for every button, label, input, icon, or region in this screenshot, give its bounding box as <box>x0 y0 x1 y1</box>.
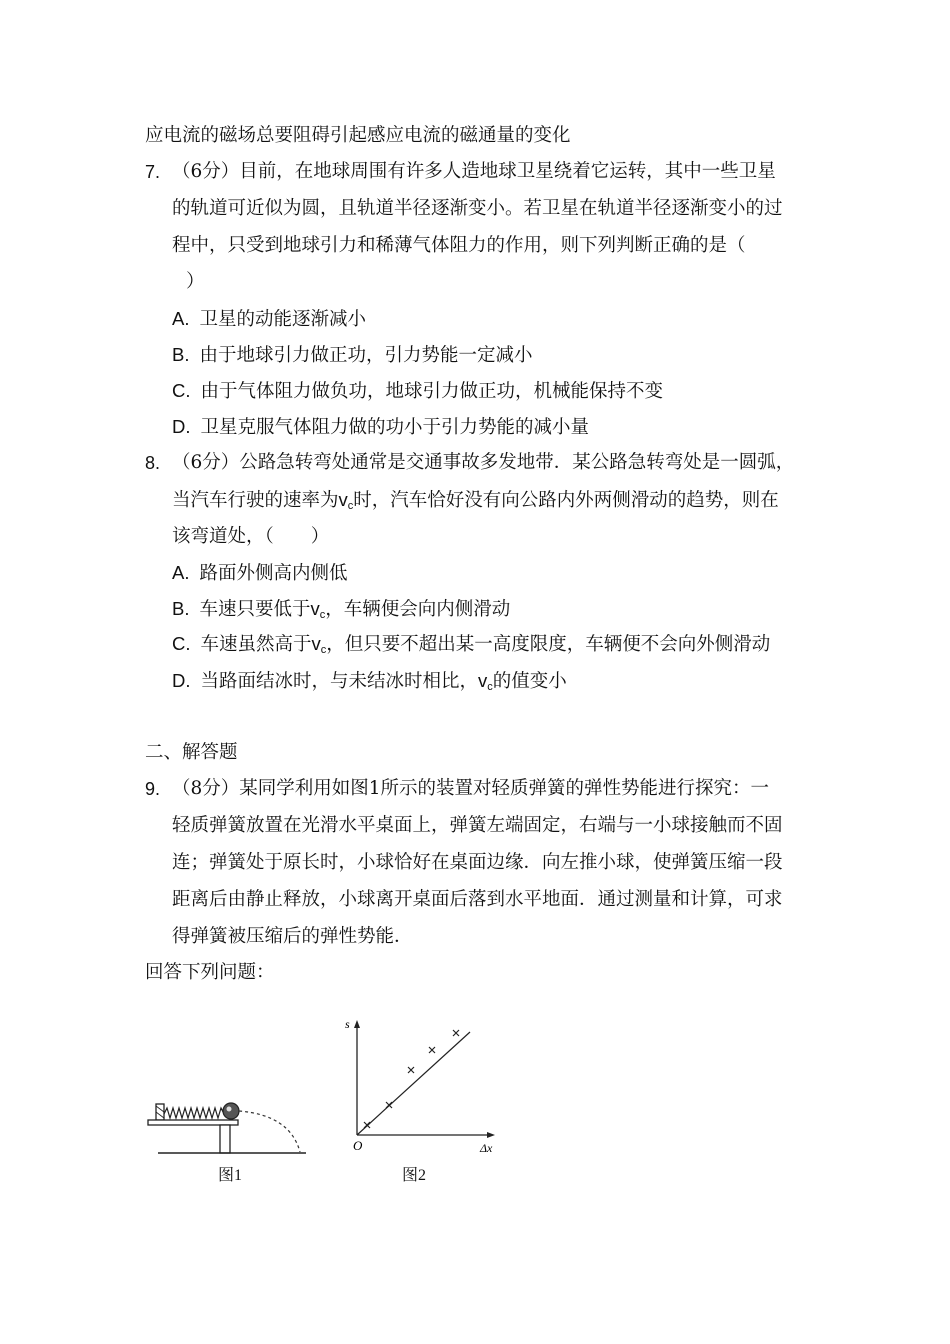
trajectory <box>239 1111 300 1152</box>
q7-option-a-text: 卫星的动能逐渐减小 <box>199 309 366 330</box>
x-axis-label: Δx <box>480 1141 493 1155</box>
q8-line2-part-b: 时，汽车恰好没有向公路内外两侧滑动的趋势，则在 <box>353 490 779 511</box>
lead-continuation: 应电流的磁场总要阻碍引起感应电流的磁通量的变化 <box>145 125 571 146</box>
v-letter: v <box>310 598 320 619</box>
q7-line4: ） <box>186 271 205 292</box>
q9-line1: （8分）某同学利用如图1所示的装置对轻质弹簧的弹性势能进行探究：一 <box>172 778 770 799</box>
q8-option-b-vc <box>311 598 326 619</box>
data-point <box>453 1030 459 1036</box>
figure-1-caption: 图1 <box>218 1167 243 1184</box>
y-axis-arrow <box>354 1020 360 1028</box>
v-letter: v <box>311 633 321 654</box>
c-subscript: c <box>320 644 327 656</box>
q8-option-c-letter: C. <box>172 633 191 654</box>
q8-option-a-letter: A. <box>172 562 190 583</box>
q9-line5: 得弹簧被压缩后的弹性势能． <box>172 926 413 947</box>
data-point <box>364 1122 370 1128</box>
q8-option-c-text-b: ，但只要不超出某一高度限度，车辆便不会向外侧滑动 <box>326 634 771 655</box>
q8-option-c-vc <box>312 633 327 654</box>
ball <box>223 1103 239 1119</box>
origin-label: O <box>353 1138 363 1153</box>
q8-line2-part-a: 当汽车行驶的速率为 <box>172 490 339 511</box>
q8-option-d-letter: D. <box>172 670 191 691</box>
v-letter: v <box>478 670 488 691</box>
q8-line3: 该弯道处，（ ） <box>172 526 330 547</box>
q8-option-b-letter: B. <box>172 598 190 619</box>
table-leg <box>220 1125 230 1153</box>
section-title: 二、解答题 <box>145 742 238 763</box>
q8-option-b-text-a: 车速只要低于 <box>199 599 311 620</box>
c-subscript: c <box>347 500 354 512</box>
data-points <box>364 1030 459 1128</box>
y-axis-label: s <box>345 1018 350 1031</box>
q7-option-d-text: 卫星克服气体阻力做的功小于引力势能的减小量 <box>200 417 590 438</box>
q7-line2: 的轨道可近似为圆，且轨道半径逐渐变小。若卫星在轨道半径逐渐变小的过 <box>172 198 783 219</box>
table-top <box>148 1120 238 1125</box>
q7-option-d <box>172 415 589 440</box>
q7-number: 7. <box>145 162 161 182</box>
q7-option-c <box>172 379 663 404</box>
q7-line3: 程中，只受到地球引力和稀薄气体阻力的作用，则下列判断正确的是（ <box>172 235 746 256</box>
fit-line <box>357 1032 470 1135</box>
q7-option-a <box>172 307 366 332</box>
q7-option-b-letter: B. <box>172 344 190 365</box>
q8-option-d-vc <box>478 670 493 691</box>
q8-option-c <box>172 632 770 662</box>
q7-option-b <box>172 343 533 368</box>
c-subscript: c <box>487 681 493 693</box>
figure-2-graph <box>340 1018 510 1158</box>
q9-number: 9. <box>145 779 161 799</box>
v-letter: v <box>338 489 348 510</box>
q8-option-d-text-b: 的值变小 <box>492 671 567 692</box>
q8-option-b <box>172 597 510 627</box>
q8-vc-symbol <box>339 489 354 510</box>
q8-number: 8. <box>145 453 161 473</box>
q9-line4: 距离后由静止释放，小球离开桌面后落到水平地面．通过测量和计算，可求 <box>172 889 783 910</box>
q9-prompt: 回答下列问题： <box>145 962 275 983</box>
data-point <box>386 1102 392 1108</box>
q8-option-a <box>172 561 348 586</box>
figure-2-caption: 图2 <box>402 1167 427 1184</box>
q8-option-b-text-b: ，车辆便会向内侧滑动 <box>325 599 511 620</box>
q9-line3: 连；弹簧处于原长时，小球恰好在桌面边缘．向左推小球，使弹簧压缩一段 <box>172 852 783 873</box>
q8-option-d-text-a: 当路面结冰时，与未结冰时相比， <box>200 671 479 692</box>
q8-option-c-text-a: 车速虽然高于 <box>200 634 312 655</box>
q8-line2 <box>172 488 779 518</box>
q8-line1: （6分）公路急转弯处通常是交通事故多发地带．某公路急转弯处是一圆弧， <box>172 452 795 473</box>
q8-option-a-text: 路面外侧高内侧低 <box>199 563 348 584</box>
data-point <box>429 1047 435 1053</box>
data-point <box>408 1067 414 1073</box>
q7-option-a-letter: A. <box>172 308 190 329</box>
q7-line1: （6分）目前，在地球周围有许多人造地球卫星绕着它运转，其中一些卫星 <box>172 161 776 182</box>
x-axis-arrow <box>487 1132 495 1138</box>
c-subscript: c <box>319 609 326 621</box>
q7-option-d-letter: D. <box>172 416 191 437</box>
q7-option-c-text: 由于气体阻力做负功，地球引力做正功，机械能保持不变 <box>200 381 664 402</box>
q7-option-c-letter: C. <box>172 380 191 401</box>
spring <box>164 1108 224 1118</box>
q9-line2: 轻质弹簧放置在光滑水平桌面上，弹簧左端固定，右端与一小球接触而不固 <box>172 815 783 836</box>
q8-option-d <box>172 669 567 699</box>
q7-option-b-text: 由于地球引力做正功，引力势能一定减小 <box>199 345 533 366</box>
